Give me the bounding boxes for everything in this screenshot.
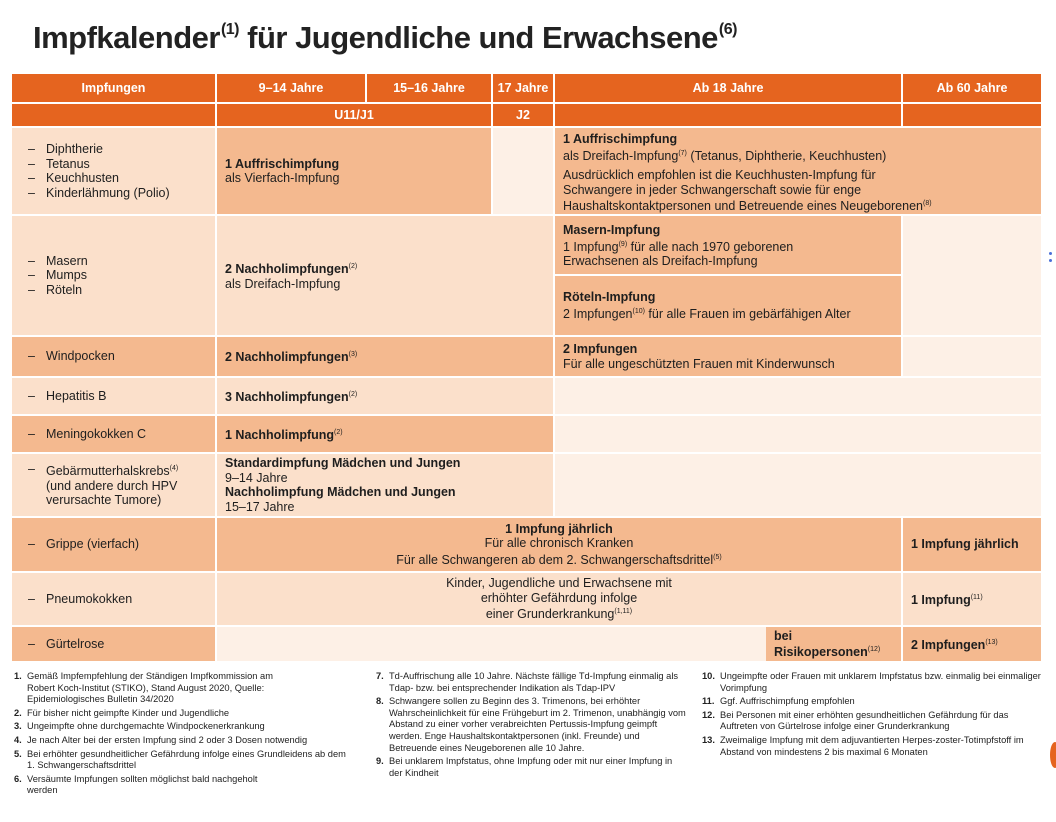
list-item: – Grippe (vierfach) (20, 537, 207, 552)
subheader-u11: U11/J1 (217, 104, 491, 126)
footnotes-column-2 (376, 671, 686, 781)
cell-guertelrose-young (217, 627, 766, 661)
list-item: – Keuchhusten (20, 171, 207, 186)
cell-grippe-main: 1 Impfung jährlich Für alle chronisch Kranken Für alle Schwangeren ab dem 2. Schwangerschaftsdrittel$^{(5)}$ (217, 518, 901, 571)
list-item: – Kinderlähmung (Polio) (20, 186, 207, 201)
cell-hepatitis-teen: 3 Nachholimpfungen$^{(2)}$ (217, 378, 553, 414)
row-label-windpocken (12, 337, 215, 376)
row-label-hpv (12, 454, 215, 516)
header-ab18: Ab 18 Jahre (555, 74, 901, 102)
list-item: – Pneumokokken (20, 592, 207, 607)
cell-meningo-adult (555, 416, 1041, 452)
cell-windpocken-senior (903, 337, 1041, 376)
list-item: – Masern (20, 254, 207, 269)
more-options-icon[interactable] (1049, 252, 1053, 266)
cell-roeteln-adult: Röteln-Impfung 2 Impfungen$^{(10)}$ für alle Frauen im gebärfähigen Alter (555, 276, 901, 335)
cell-grippe-senior: 1 Impfung jährlich (903, 518, 1041, 571)
subheader-blank (555, 104, 901, 126)
cell-masern-teen: 2 Nachholimpfungen$^{(2)}$ als Dreifach-Impfung (217, 216, 553, 335)
header-9-14: 9–14 Jahre (217, 74, 365, 102)
header-impfungen: Impfungen (12, 74, 215, 102)
cell-guertelrose-risk: bei Risikopersonen$^{(12)}$ (766, 627, 901, 661)
list-item: – Gebärmutterhalskrebs$^{(4)}$ (und andere durch HPV verursachte Tumore) (20, 462, 207, 508)
footnote: 3. Ungeimpfte ohne durchgemachte Windpockenerkrankung (14, 721, 265, 732)
cell-diphtherie-adult: 1 Auffrischimpfung als Dreifach-Impfung$^{(7)}$ (Tetanus, Diphtherie, Keuchhusten) Ausdrücklich empfohlen ist die Keuchhusten-Impfung für Schwangere in jeder Schwangerschaft sowie für enge Haushaltskontaktpersonen und Betreuende eines Neugeborenen$^{(8)}$ (555, 128, 1041, 214)
edge-decoration (1050, 742, 1056, 768)
list-item: – Windpocken (20, 349, 207, 364)
list-item: – Tetanus (20, 157, 207, 172)
row-label-hepatitis (12, 378, 215, 414)
footnote: 4. Je nach Alter bei der ersten Impfung sind 2 oder 3 Dosen notwendig (14, 734, 308, 745)
cell-pneumo-senior: 1 Impfung$^{(11)}$ (903, 573, 1041, 625)
header-15-16: 15–16 Jahre (367, 74, 491, 102)
row-label-masern (12, 216, 215, 335)
footnotes-column-1 (14, 671, 354, 799)
list-item: – Röteln (20, 283, 207, 298)
cell-pneumo-main: Kinder, Jugendliche und Erwachsene mit erhöhter Gefährdung infolge einer Grunderkrankung$^{(1,11)}$ (217, 573, 901, 625)
list-item: – Mumps (20, 268, 207, 283)
list-item: – Hepatitis B (20, 389, 207, 404)
subheader-blank (903, 104, 1041, 126)
footnote: 8. Schwangere sollen zu Beginn des 3. Trimenons, bei erhöhter Wahrscheinlichkeit für eine Frühgeburt im 2. Trimenon, unabhängig vom Abstand zu einer vorher verabreichten Pertussis-Impfung geimpft werden. Enge Haushaltskontaktpersonen (inkl. Freunde) und Betreuende eines Neugeborenen alle 10 Jahre. (376, 696, 686, 753)
row-label-grippe (12, 518, 215, 571)
footnote: 12. Bei Personen mit einer erhöhten gesundheitlichen Gefährdung für das Auftreten von Gürtelrose infolge einer Grunderkrankung (702, 709, 1009, 732)
footnote: 5. Bei erhöhter gesundheitlicher Gefährdung infolge eines Grundleidens ab dem 1. Schwangerschaftsdrittel (14, 748, 346, 771)
footnote: 2. Für bisher nicht geimpfte Kinder und Jugendliche (14, 707, 230, 718)
footnotes-column-3 (702, 671, 1042, 760)
cell-hpv-teen: Standardimpfung Mädchen und Jungen 9–14 Jahre Nachholimpfung Mädchen und Jungen 15–17 Jahre (217, 454, 553, 516)
list-item: – Meningokokken C (20, 427, 207, 442)
footnote: 11. Ggf. Auffrischimpfung empfohlen (702, 696, 855, 707)
subheader-blank (12, 104, 215, 126)
header-17: 17 Jahre (493, 74, 553, 102)
cell-meningo-teen: 1 Nachholimpfung$^{(2)}$ (217, 416, 553, 452)
footnote: 9. Bei unklarem Impfstatus, ohne Impfung oder mit nur einer Impfung in der Kindheit (376, 756, 673, 778)
cell-guertelrose-senior: 2 Impfungen$^{(13)}$ (903, 627, 1041, 661)
cell-windpocken-adult: 2 Impfungen Für alle ungeschützten Frauen mit Kinderwunsch (555, 337, 901, 376)
footnote: 10. Ungeimpfte oder Frauen mit unklarem Impfstatus bzw. einmalig bei einmaliger Vorimpfung (702, 671, 1041, 693)
list-item: – Diphtherie (20, 142, 207, 157)
footnote: 1. Gemäß Impfempfehlung der Ständigen Impfkommission am Robert Koch-Institut (STIKO), Stand August 2020, Quelle: Epidemiologisches Bulletin 34/2020 (14, 671, 273, 705)
header-ab60: Ab 60 Jahre (903, 74, 1041, 102)
footnote: 13. Zweimalige Impfung mit dem adjuvantierten Herpes-zoster-Totimpfstoff im Abstand von mindestens 2 bis maximal 6 Monaten (702, 734, 1024, 757)
footnote: 6. Versäumte Impfungen sollten möglichst bald nachgeholt werden (14, 773, 258, 796)
cell-windpocken-teen: 2 Nachholimpfungen$^{(3)}$ (217, 337, 553, 376)
row-label-pneumo (12, 573, 215, 625)
row-label-meningo (12, 416, 215, 452)
row-label-guertelrose (12, 627, 215, 661)
footnote: 7. Td-Auffrischung alle 10 Jahre. Nächste fällige Td-Impfung einmalig als Tdap- bzw. bei entsprechender Indikation als Tdap-IPV (376, 671, 679, 693)
subheader-j2: J2 (493, 104, 553, 126)
cell-diphtherie-teen: 1 Auffrischimpfung als Vierfach-Impfung (217, 128, 491, 214)
cell-masern-adult: Masern-Impfung 1 Impfung$^{(9)}$ für alle nach 1970 geborenen Erwachsenen als Dreifach-Impfung (555, 216, 901, 274)
row-label-diphtherie (12, 128, 215, 214)
page-title: Impfkalender$^{(1)}$ für Jugendliche und Erwachsene$^{(6)}$ (33, 20, 737, 55)
cell-hpv-adult (555, 454, 1041, 516)
cell-masern-senior (903, 216, 1041, 335)
list-item: – Gürtelrose (20, 637, 207, 652)
cell-hepatitis-adult (555, 378, 1041, 414)
cell-diphtherie-17 (493, 128, 553, 214)
